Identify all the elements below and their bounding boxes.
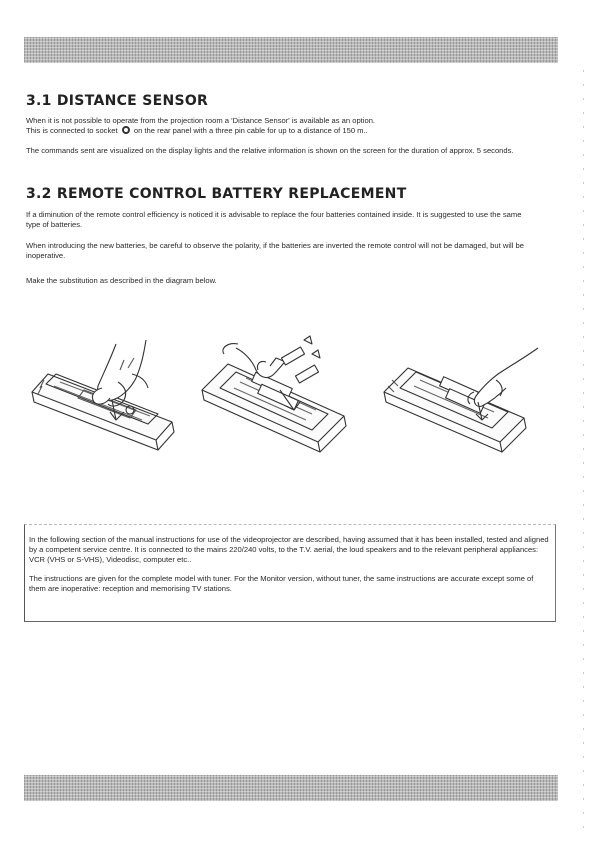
distance-sensor-paragraph-3: The commands sent are visualized on the display lights and the relative information is shown on the screen for the duration of approx. 5 seconds. xyxy=(26,146,514,155)
notice-paragraph-2: The instructions are given for the complete model with tuner. For the Monitor version, without tuner, the same instructions are accurate except some of them are inoperative: reception and memorising TV stations. xyxy=(29,574,534,593)
distance-sensor-heading: 3.1 DISTANCE SENSOR xyxy=(26,93,209,109)
top-header-band xyxy=(24,37,558,63)
battery-paragraph-3: Make the substitution as described in the diagram below. xyxy=(26,276,217,285)
diagram-step-2-remove-batteries xyxy=(198,330,368,470)
distance-sensor-paragraph-1: When it is not possible to operate from the projection room a 'Distance Sensor' is available as an option. xyxy=(26,116,376,125)
distance-sensor-paragraph-2 xyxy=(26,126,536,136)
diagram-step-1-open-cover xyxy=(24,330,194,470)
socket-text-before: This is connected to socket xyxy=(26,126,118,135)
socket-text-after: on the rear panel with a three pin cable for up to a distance of 150 m.. xyxy=(133,126,368,135)
battery-replacement-heading: 3.2 REMOTE CONTROL BATTERY REPLACEMENT xyxy=(26,186,407,202)
bottom-footer-band xyxy=(24,775,558,801)
usage-notice-box xyxy=(24,524,556,622)
notice-paragraph-1: In the following section of the manual instructions for use of the videoprojector are described, having assumed that it has been installed, tested and aligned by a competent service centre. It is connected to the mains 220/240 volts, to the T.V. aerial, the loud speakers and to the relevant peripheral appliances: VCR (VHS or S-VHS), Videodisc, computer etc.. xyxy=(29,535,549,564)
battery-paragraph-1: If a diminution of the remote control efficiency is noticed it is advisable to replace the four batteries contained inside. It is suggested to use the same type of batteries. xyxy=(26,210,522,229)
battery-paragraph-2: When introducing the new batteries, be careful to observe the polarity, if the batteries are inverted the remote control will not be damaged, but will be inoperative. xyxy=(26,241,524,260)
margin-binding-marks xyxy=(583,70,584,830)
socket-icon xyxy=(122,126,130,134)
diagram-step-3-insert-batteries xyxy=(378,330,548,470)
